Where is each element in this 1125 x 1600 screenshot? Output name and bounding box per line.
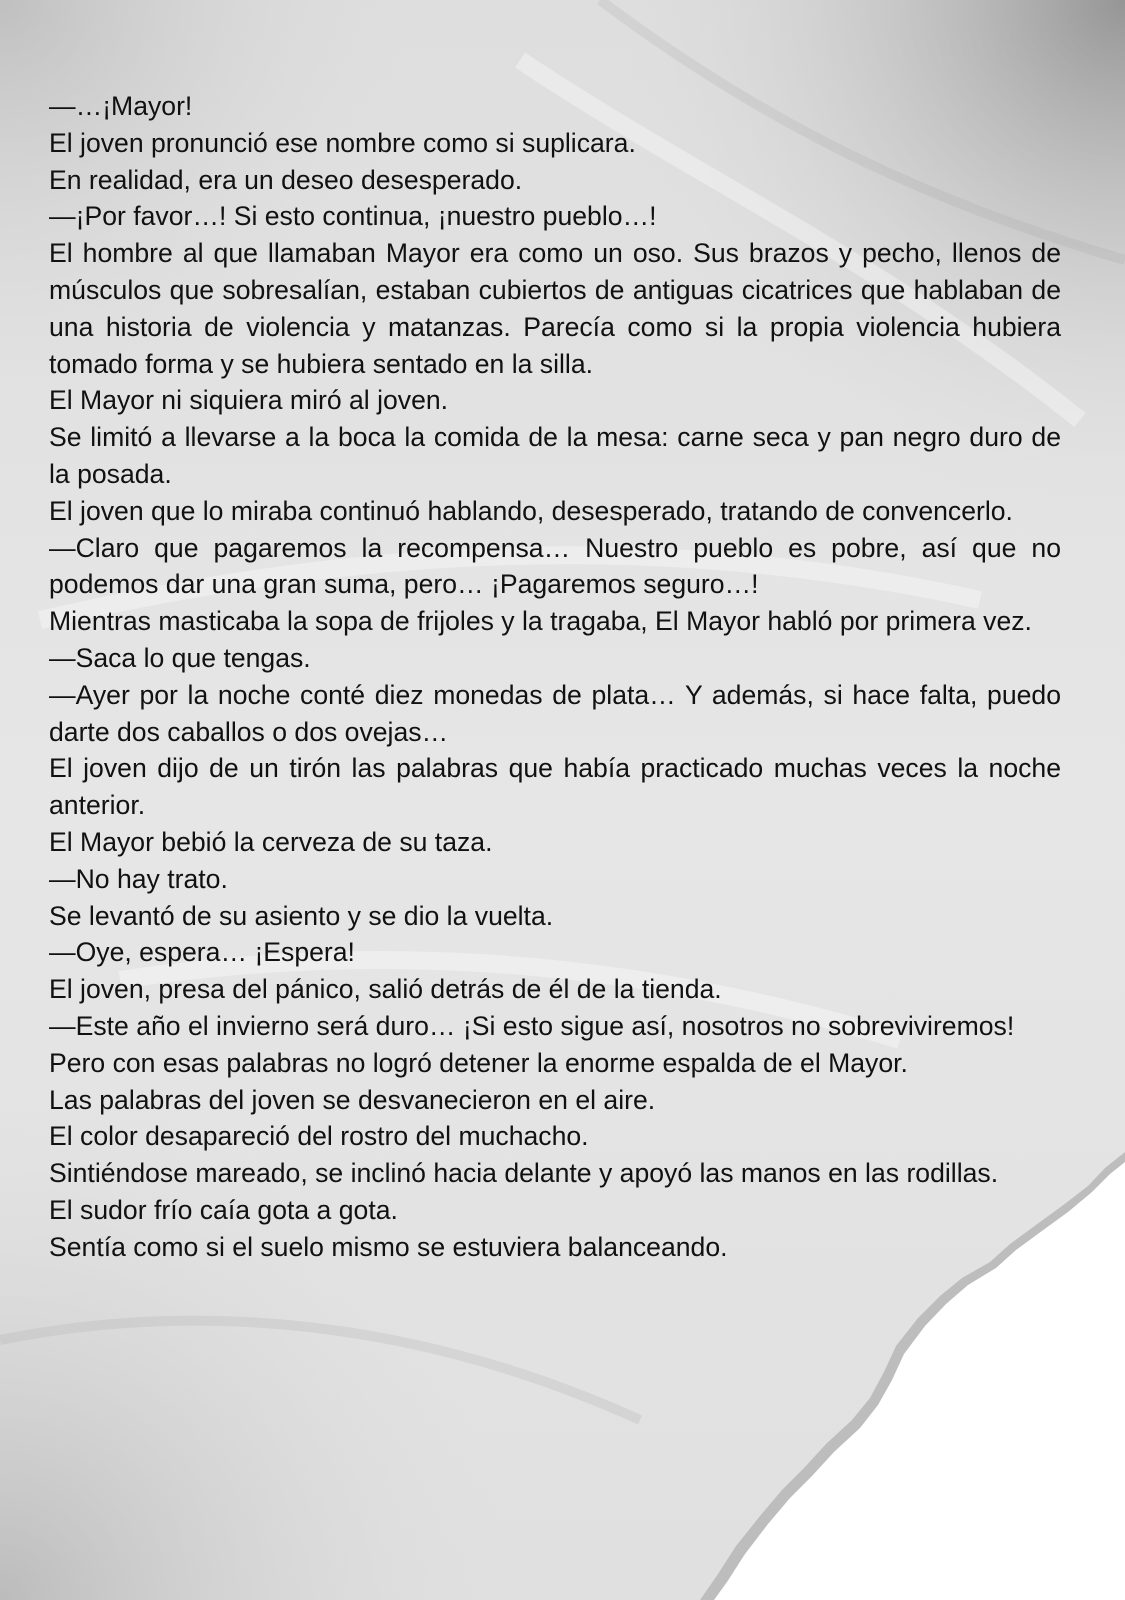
paragraph: El color desapareció del rostro del muchacho. xyxy=(49,1121,589,1152)
paragraph: Sentía como si el suelo mismo se estuviera balanceando. xyxy=(49,1231,728,1262)
story-text xyxy=(49,88,1061,1266)
paragraph: —Este año el invierno será duro… ¡Si esto sigue así, nosotros no sobreviviremos! xyxy=(49,1010,1015,1041)
paragraph: Las palabras del joven se desvanecieron en el aire. xyxy=(49,1084,656,1115)
paragraph: —No hay trato. xyxy=(49,863,228,894)
paragraph: Se levantó de su asiento y se dio la vuelta. xyxy=(49,900,554,931)
paragraph: El hombre al que llamaban Mayor era como un oso. Sus brazos y pecho, llenos de músculos que sobresalían, estaban cubiertos de antiguas cicatrices que hablaban de una historia de violencia y matanzas. Parecía como si la propia violencia hubiera tomado forma y se hubiera sentado en la silla. xyxy=(49,238,1061,379)
paragraph: —Ayer por la noche conté diez monedas de plata… Y además, si hace falta, puedo darte dos caballos o dos ovejas… xyxy=(49,679,1061,747)
paragraph: —…¡Mayor! xyxy=(49,91,193,121)
paragraph: Sintiéndose mareado, se inclinó hacia delante y apoyó las manos en las rodillas. xyxy=(49,1158,999,1189)
paragraph: El sudor frío caía gota a gota. xyxy=(49,1194,398,1225)
paragraph: Se limitó a llevarse a la boca la comida de la mesa: carne seca y pan negro duro de la posada. xyxy=(49,422,1061,489)
paragraph: El joven pronunció ese nombre como si suplicara. xyxy=(49,127,636,158)
paragraph: El joven dijo de un tirón las palabras que había practicado muchas veces la noche anterior. xyxy=(49,753,1061,821)
paragraph: —Oye, espera… ¡Espera! xyxy=(49,937,355,968)
paragraph: El joven que lo miraba continuó hablando, desesperado, tratando de convencerlo. xyxy=(49,495,1013,526)
paragraph: —Saca lo que tengas. xyxy=(49,642,311,673)
paragraph: El Mayor bebió la cerveza de su taza. xyxy=(49,826,493,857)
paragraph: El joven, presa del pánico, salió detrás de él de la tienda. xyxy=(49,974,722,1005)
paragraph: El Mayor ni siquiera miró al joven. xyxy=(49,385,449,416)
paragraph: —Claro que pagaremos la recompensa… Nuestro pueblo es pobre, así que no podemos dar una gran suma, pero… ¡Pagaremos seguro…! xyxy=(49,532,1061,600)
paragraph: Pero con esas palabras no logró detener la enorme espalda de el Mayor. xyxy=(49,1047,908,1078)
paragraph: En realidad, era un deseo desesperado. xyxy=(49,164,523,195)
paragraph: —¡Por favor…! Si esto continua, ¡nuestro pueblo…! xyxy=(49,201,657,232)
paragraph: Mientras masticaba la sopa de frijoles y la tragaba, El Mayor habló por primera vez. xyxy=(49,606,1032,637)
